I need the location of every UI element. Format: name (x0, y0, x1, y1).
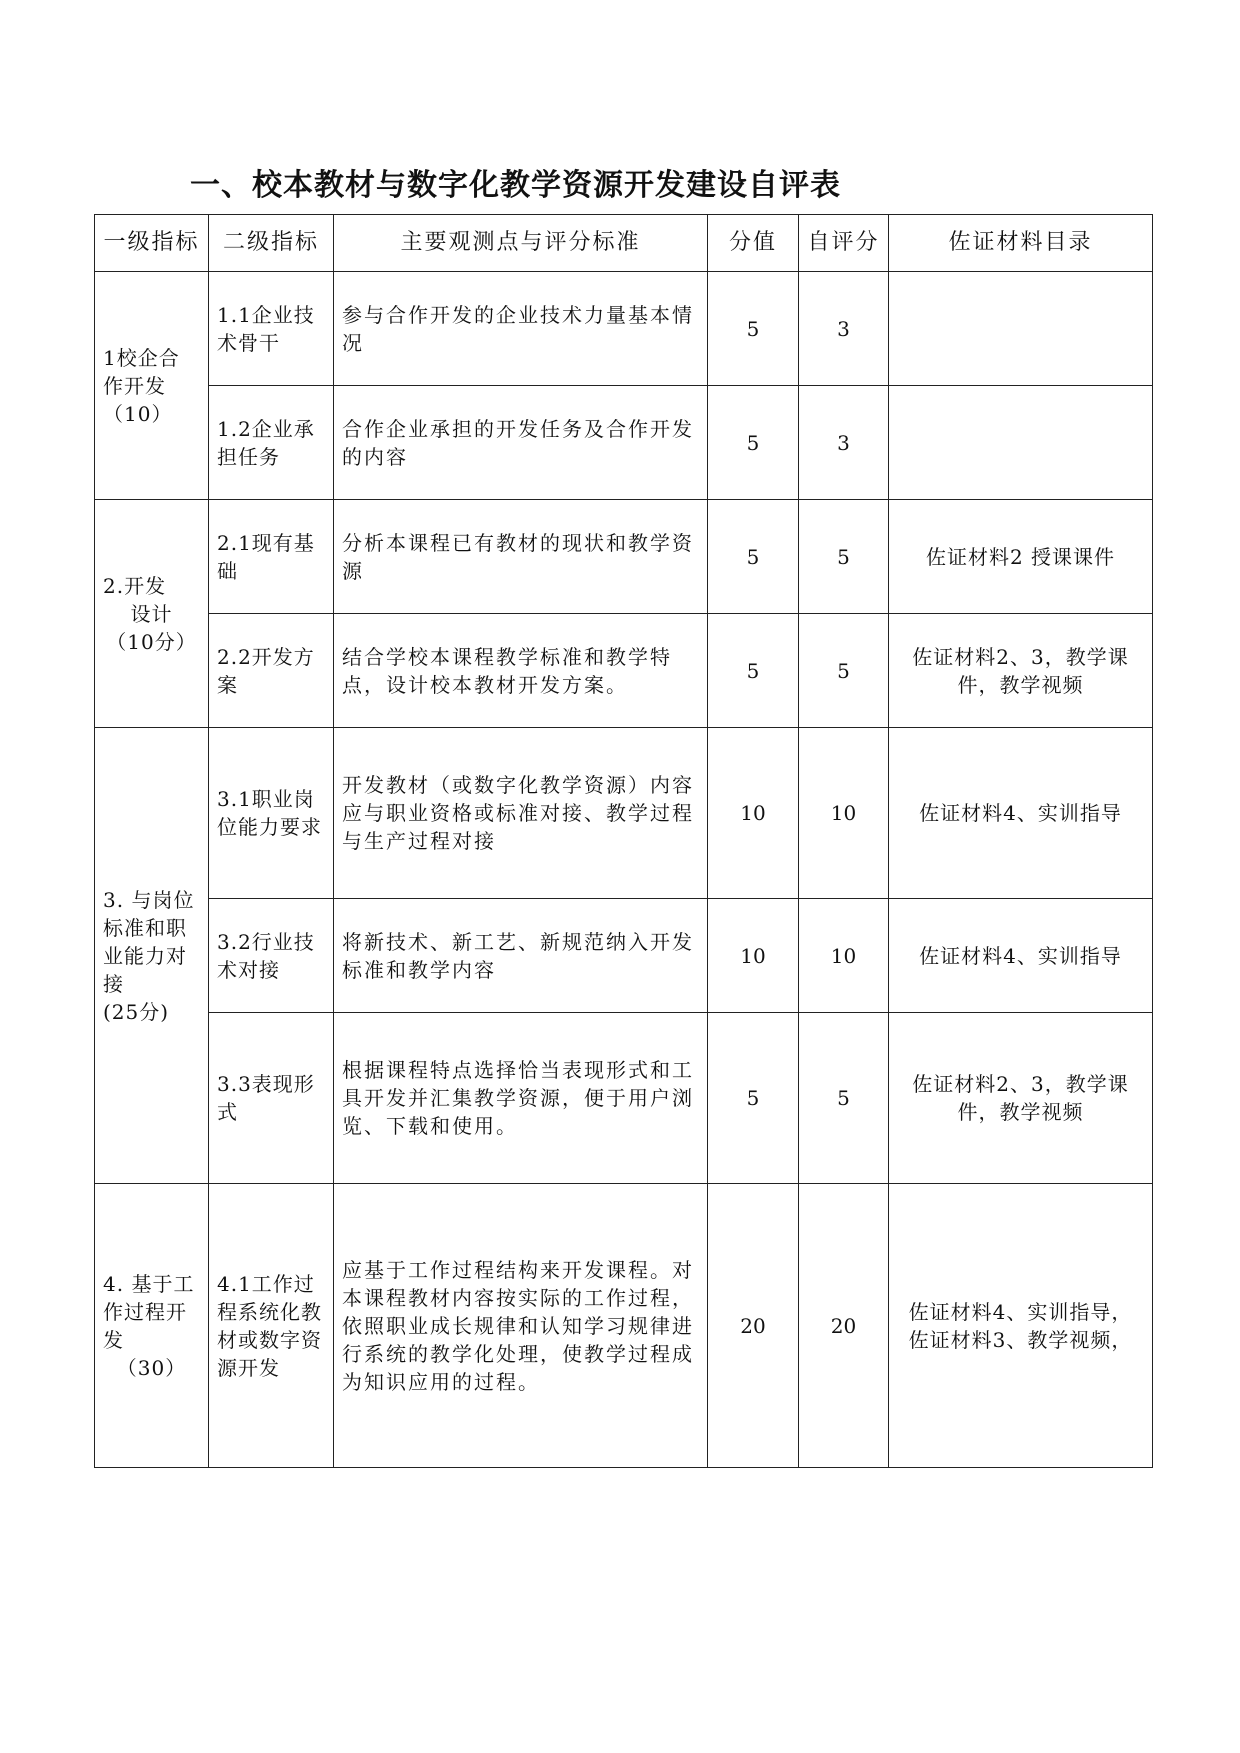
score-cell: 5 (708, 500, 799, 614)
level1-cell (95, 1184, 209, 1468)
table-row (95, 1013, 1153, 1184)
standard-cell: 合作企业承担的开发任务及合作开发的内容 (334, 386, 708, 500)
self-score-cell: 3 (799, 386, 889, 500)
level2-cell: 3.1职业岗位能力要求 (209, 728, 334, 899)
self-evaluation-table (94, 214, 1153, 1468)
score-cell: 20 (708, 1184, 799, 1468)
level1-line: （10分） (106, 629, 197, 654)
table-row (95, 386, 1153, 500)
standard-cell: 应基于工作过程结构来开发课程。对本课程教材内容按实际的工作过程，依照职业成长规律和认知学习规律进行系统的教学化处理，使教学过程成为知识应用的过程。 (334, 1184, 708, 1468)
level1-cell (95, 728, 209, 1184)
level1-line: (25分) (103, 999, 170, 1024)
table-row (95, 899, 1153, 1013)
standard-cell: 将新技术、新工艺、新规范纳入开发标准和教学内容 (334, 899, 708, 1013)
standard-cell: 根据课程特点选择恰当表现形式和工具开发并汇集教学资源，便于用户浏览、下载和使用。 (334, 1013, 708, 1184)
evidence-cell: 佐证材料4、实训指导 (889, 899, 1153, 1013)
level2-cell: 1.2企业承担任务 (209, 386, 334, 500)
level1-line: （30） (116, 1355, 187, 1380)
header-score: 分值 (708, 215, 799, 272)
score-cell: 10 (708, 899, 799, 1013)
level2-cell: 4.1工作过程系统化教材或数字资源开发 (209, 1184, 334, 1468)
evidence-cell (889, 386, 1153, 500)
level2-cell: 3.2行业技术对接 (209, 899, 334, 1013)
evidence-cell: 佐证材料2 授课课件 (889, 500, 1153, 614)
evidence-cell: 佐证材料2、3，教学课件，教学视频 (889, 614, 1153, 728)
score-cell: 5 (708, 614, 799, 728)
header-level1: 一级指标 (95, 215, 209, 272)
standard-cell: 开发教材（或数字化教学资源）内容应与职业资格或标准对接、教学过程与生产过程对接 (334, 728, 708, 899)
page-title: 一、校本教材与数字化教学资源开发建设自评表 (190, 168, 841, 203)
level1-line: 设计 (130, 601, 173, 626)
evidence-cell (889, 1184, 1153, 1468)
standard-cell: 分析本课程已有教材的现状和教学资源 (334, 500, 708, 614)
header-self-score: 自评分 (799, 215, 889, 272)
level2-cell: 1.1企业技术骨干 (209, 272, 334, 386)
score-cell: 5 (708, 272, 799, 386)
level1-cell: 1校企合作开发（10） (95, 272, 209, 500)
evidence-cell: 佐证材料4、实训指导 (889, 728, 1153, 899)
self-score-cell: 5 (799, 500, 889, 614)
level1-cell (95, 500, 209, 728)
standard-cell: 参与合作开发的企业技术力量基本情况 (334, 272, 708, 386)
self-score-cell: 5 (799, 614, 889, 728)
self-score-cell: 20 (799, 1184, 889, 1468)
table-row (95, 500, 1153, 614)
level2-cell: 2.2开发方案 (209, 614, 334, 728)
header-row (95, 215, 1153, 272)
score-cell: 5 (708, 386, 799, 500)
level1-line: 4. 基于工作过程开发 (103, 1271, 195, 1352)
header-level2: 二级指标 (209, 215, 334, 272)
header-standard: 主要观测点与评分标准 (334, 215, 708, 272)
header-evidence: 佐证材料目录 (889, 215, 1153, 272)
table-row (95, 272, 1153, 386)
level1-line: 3. 与岗位标准和职业能力对接 (103, 887, 195, 996)
standard-cell: 结合学校本课程教学标准和教学特点，设计校本教材开发方案。 (334, 614, 708, 728)
level2-cell: 3.3表现形式 (209, 1013, 334, 1184)
self-score-cell: 10 (799, 728, 889, 899)
evidence-cell (889, 272, 1153, 386)
evidence-cell: 佐证材料2、3，教学课件，教学视频 (889, 1013, 1153, 1184)
table-row (95, 728, 1153, 899)
level2-cell: 2.1现有基础 (209, 500, 334, 614)
self-score-cell: 3 (799, 272, 889, 386)
evidence-line: 佐证材料3、教学视频， (908, 1327, 1133, 1352)
table-row (95, 1184, 1153, 1468)
self-score-cell: 10 (799, 899, 889, 1013)
score-cell: 5 (708, 1013, 799, 1184)
level1-line: 2.开发 (103, 573, 167, 598)
self-score-cell: 5 (799, 1013, 889, 1184)
score-cell: 10 (708, 728, 799, 899)
table-row (95, 614, 1153, 728)
evidence-line: 佐证材料4、实训指导， (908, 1299, 1133, 1324)
